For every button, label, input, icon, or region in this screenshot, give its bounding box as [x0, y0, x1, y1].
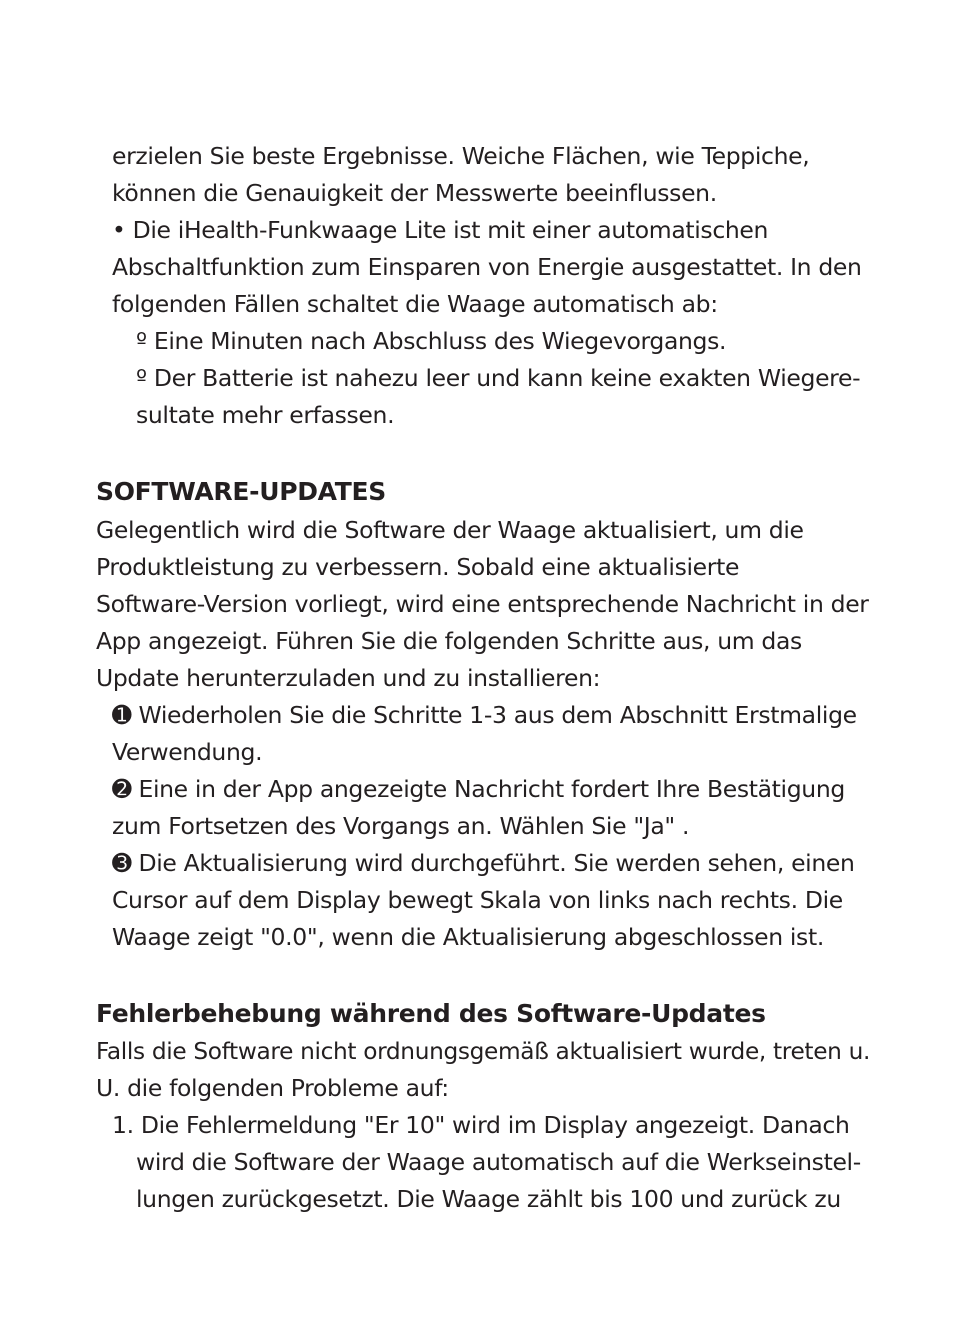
body-text-line: erzielen Sie beste Ergebnisse. Weiche Flächen, wie Teppiche,: [112, 142, 810, 170]
sub-bullet-item: º Der Batterie ist nahezu leer und kann keine exakten Wiegere-: [136, 364, 861, 392]
numbered-list-item-continued: lungen zurückgesetzt. Die Waage zählt bis 100 und zurück zu: [136, 1185, 841, 1213]
body-text-line: Software-Version vorliegt, wird eine entsprechende Nachricht in der: [96, 590, 869, 618]
body-text-line: Gelegentlich wird die Software der Waage aktualisiert, um die: [96, 516, 804, 544]
step-item: ➋ Eine in der App angezeigte Nachricht fordert Ihre Bestätigung: [112, 775, 845, 803]
step-item: ➊ Wiederholen Sie die Schritte 1-3 aus dem Abschnitt Erstmalige: [112, 701, 857, 729]
body-text-line: können die Genauigkeit der Messwerte beeinflussen.: [112, 179, 717, 207]
section-heading-software-updates: SOFTWARE-UPDATES: [96, 477, 387, 506]
section-heading-troubleshooting: Fehlerbehebung während des Software-Updates: [96, 999, 766, 1028]
step-item-continued: Verwendung.: [112, 738, 263, 766]
body-text-line: U. die folgenden Probleme auf:: [96, 1074, 449, 1102]
step-item-continued: Waage zeigt "0.0", wenn die Aktualisierung abgeschlossen ist.: [112, 923, 824, 951]
body-text-line: folgenden Fällen schaltet die Waage automatisch ab:: [112, 290, 718, 318]
sub-bullet-item: º Eine Minuten nach Abschluss des Wiegevorgangs.: [136, 327, 727, 355]
body-text-line: Falls die Software nicht ordnungsgemäß aktualisiert wurde, treten u.: [96, 1037, 871, 1065]
body-text-line: sultate mehr erfassen.: [136, 401, 395, 429]
step-item: ➌ Die Aktualisierung wird durchgeführt. Sie werden sehen, einen: [112, 849, 855, 877]
step-item-continued: Cursor auf dem Display bewegt Skala von links nach rechts. Die: [112, 886, 843, 914]
numbered-list-item-continued: wird die Software der Waage automatisch auf die Werkseinstel-: [136, 1148, 861, 1176]
body-text-line: Abschaltfunktion zum Einsparen von Energie ausgestattet. In den: [112, 253, 862, 281]
body-text-line: Update herunterzuladen und zu installieren:: [96, 664, 601, 692]
bullet-item: • Die iHealth-Funkwaage Lite ist mit einer automatischen: [112, 216, 769, 244]
numbered-list-item: 1. Die Fehlermeldung "Er 10" wird im Display angezeigt. Danach: [112, 1111, 850, 1139]
step-item-continued: zum Fortsetzen des Vorgangs an. Wählen Sie "Ja" .: [112, 812, 690, 840]
body-text-line: Produktleistung zu verbessern. Sobald eine aktualisierte: [96, 553, 740, 581]
body-text-line: App angezeigt. Führen Sie die folgenden Schritte aus, um das: [96, 627, 802, 655]
